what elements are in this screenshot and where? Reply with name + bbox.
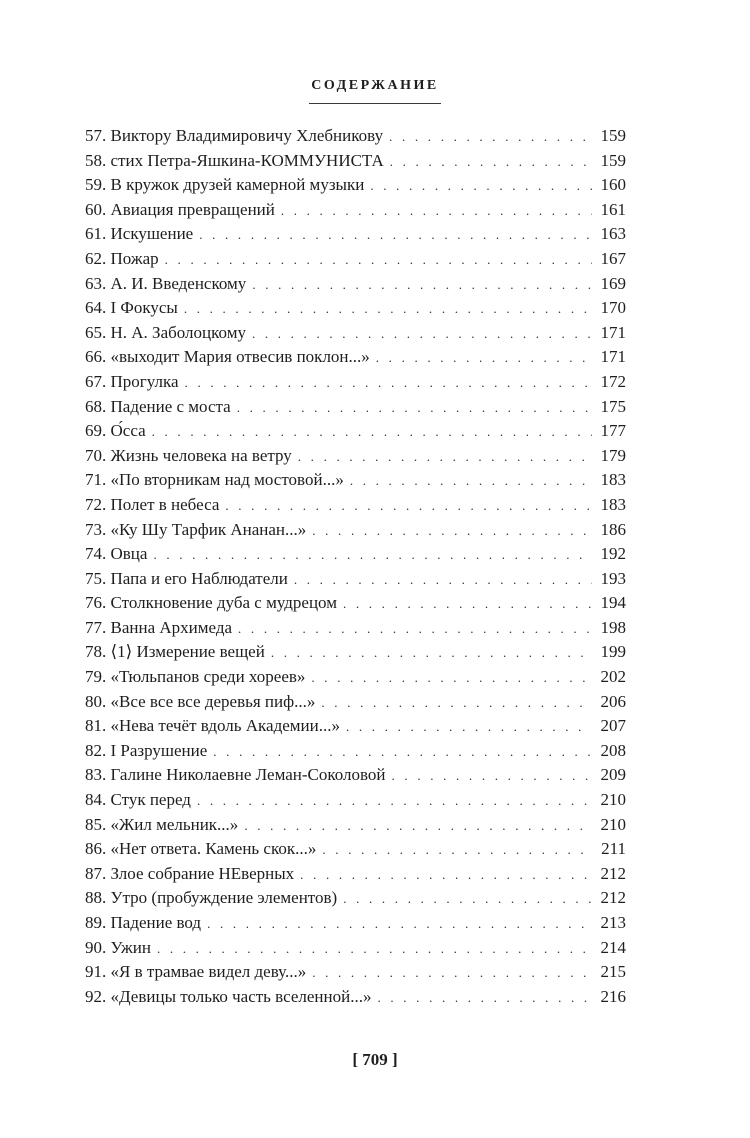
toc-entry-page: 215 bbox=[600, 962, 626, 982]
toc-entry bbox=[85, 222, 626, 247]
toc-entry bbox=[85, 198, 626, 223]
toc-entry-title: 72. Полет в небеса bbox=[85, 494, 220, 514]
dot-leader bbox=[312, 961, 592, 986]
toc-entry-title: 79. «Тюльпанов среди хореев» bbox=[85, 667, 306, 687]
toc-entry-page: 194 bbox=[600, 593, 626, 613]
toc-entry-page: 186 bbox=[600, 519, 626, 539]
toc-entry-page: 179 bbox=[600, 445, 626, 465]
dot-leader bbox=[311, 666, 592, 691]
dot-leader bbox=[376, 346, 592, 371]
toc-entry bbox=[85, 665, 626, 690]
dot-leader bbox=[199, 223, 592, 248]
dot-leader bbox=[185, 371, 592, 396]
toc-entry bbox=[85, 149, 626, 174]
toc-entry-title: 64. I Фокусы bbox=[85, 298, 178, 318]
dot-leader bbox=[392, 764, 592, 789]
dot-leader bbox=[298, 445, 592, 470]
toc-entry bbox=[85, 247, 626, 272]
dot-leader bbox=[237, 396, 592, 421]
toc-entry-title: 74. Овца bbox=[85, 544, 148, 564]
toc-entry bbox=[85, 518, 626, 543]
toc-entry-title: 83. Галине Николаевне Леман-Соколовой bbox=[85, 765, 386, 785]
toc-entry-page: 192 bbox=[600, 544, 626, 564]
toc-entry-page: 216 bbox=[600, 986, 626, 1006]
toc-entry-page: 198 bbox=[600, 617, 626, 637]
toc-entry-title: 67. Прогулка bbox=[85, 371, 179, 391]
toc-entry bbox=[85, 763, 626, 788]
toc-entry-page: 160 bbox=[600, 175, 626, 195]
dot-leader bbox=[152, 420, 592, 445]
toc-entry-title: 82. I Разрушение bbox=[85, 740, 208, 760]
toc-entry bbox=[85, 395, 626, 420]
toc-entry bbox=[85, 911, 626, 936]
toc-entry bbox=[85, 124, 626, 149]
toc-entry-title: 70. Жизнь человека на ветру bbox=[85, 445, 292, 465]
toc-entry bbox=[85, 739, 626, 764]
page-title: СОДЕРЖАНИЕ bbox=[311, 78, 439, 93]
page-header bbox=[0, 76, 750, 104]
dot-leader bbox=[153, 543, 592, 568]
toc-entry-title: 65. Н. А. Заболоцкому bbox=[85, 322, 246, 342]
toc-entry-title: 86. «Нет ответа. Камень скок...» bbox=[85, 839, 317, 859]
toc-entry bbox=[85, 813, 626, 838]
toc-entry-title: 88. Утро (пробуждение элементов) bbox=[85, 888, 338, 908]
dot-leader bbox=[157, 937, 592, 962]
toc-entry-title: 71. «По вторникам над мостовой...» bbox=[85, 470, 344, 490]
dot-leader bbox=[300, 863, 592, 888]
toc-entry bbox=[85, 640, 626, 665]
toc-entry bbox=[85, 542, 626, 567]
toc-entry-title: 60. Авиация превращений bbox=[85, 199, 275, 219]
toc-entry-title: 63. А. И. Введенскому bbox=[85, 273, 247, 293]
toc-entry-page: 183 bbox=[600, 470, 626, 490]
toc-entry bbox=[85, 370, 626, 395]
toc-entry-page: 193 bbox=[600, 568, 626, 588]
toc-entry bbox=[85, 296, 626, 321]
toc-entry-page: 207 bbox=[600, 716, 626, 736]
toc-entry-page: 214 bbox=[600, 937, 626, 957]
toc-entry bbox=[85, 837, 626, 862]
toc-entry-title: 84. Стук перед bbox=[85, 790, 191, 810]
toc-entry-title: 59. В кружок друзей камерной музыки bbox=[85, 175, 365, 195]
dot-leader bbox=[389, 125, 592, 150]
toc-entry-page: 159 bbox=[600, 126, 626, 145]
toc-entry-page: 210 bbox=[600, 790, 626, 810]
toc-entry-page: 206 bbox=[600, 691, 626, 711]
toc-entry bbox=[85, 886, 626, 911]
dot-leader bbox=[244, 814, 592, 839]
toc-entry-title: 66. «выходит Мария отвесив поклон...» bbox=[85, 347, 370, 367]
toc-entry-title: 90. Ужин bbox=[85, 937, 151, 957]
toc-entry-page: 199 bbox=[600, 642, 626, 662]
toc-entry-page: 159 bbox=[600, 150, 626, 170]
toc-entry bbox=[85, 960, 626, 985]
dot-leader bbox=[346, 715, 592, 740]
toc-entry-title: 81. «Нева течёт вдоль Академии...» bbox=[85, 716, 340, 736]
toc-entry bbox=[85, 173, 626, 198]
toc-entry bbox=[85, 444, 626, 469]
dot-leader bbox=[165, 248, 592, 273]
toc-entry-title: 85. «Жил мельник...» bbox=[85, 814, 239, 834]
dot-leader bbox=[350, 469, 592, 494]
toc-entry-title: 75. Папа и его Наблюдатели bbox=[85, 568, 288, 588]
dot-leader bbox=[312, 519, 592, 544]
toc-entry bbox=[85, 591, 626, 616]
table-of-contents bbox=[85, 124, 626, 1009]
toc-entry-page: 208 bbox=[600, 740, 626, 760]
toc-entry-title: 76. Столкновение дуба с мудрецом bbox=[85, 593, 337, 613]
dot-leader bbox=[294, 568, 592, 593]
toc-entry-page: 212 bbox=[600, 888, 626, 908]
dot-leader bbox=[343, 592, 592, 617]
dot-leader bbox=[271, 641, 592, 666]
toc-entry bbox=[85, 936, 626, 961]
toc-entry-title: 87. Злое собрание НЕверных bbox=[85, 863, 295, 883]
toc-entry-title: 69. О́сса bbox=[85, 421, 146, 441]
dot-leader bbox=[238, 617, 592, 642]
toc-entry-page: 213 bbox=[600, 913, 626, 932]
toc-entry-title: 57. Виктору Владимировичу Хлебникову bbox=[85, 126, 384, 145]
toc-entry-page: 177 bbox=[600, 421, 626, 441]
toc-entry-page: 183 bbox=[600, 494, 626, 514]
toc-entry bbox=[85, 272, 626, 297]
dot-leader bbox=[197, 789, 592, 814]
dot-leader bbox=[207, 912, 592, 937]
page-number: [ 709 ] bbox=[352, 1050, 398, 1069]
toc-entry bbox=[85, 862, 626, 887]
toc-entry-page: 170 bbox=[600, 298, 626, 318]
toc-entry-page: 210 bbox=[600, 814, 626, 834]
toc-entry-page: 171 bbox=[600, 322, 626, 342]
toc-entry-title: 68. Падение с моста bbox=[85, 396, 231, 416]
toc-entry bbox=[85, 690, 626, 715]
toc-entry-title: 89. Падение вод bbox=[85, 913, 202, 932]
toc-entry bbox=[85, 985, 626, 1010]
toc-entry bbox=[85, 468, 626, 493]
toc-entry-title: 80. «Все все все деревья пиф...» bbox=[85, 691, 316, 711]
toc-entry-page: 211 bbox=[601, 839, 626, 859]
toc-entry-title: 92. «Девицы только часть вселенной...» bbox=[85, 986, 372, 1006]
toc-entry bbox=[85, 788, 626, 813]
toc-entry-page: 167 bbox=[600, 248, 626, 268]
dot-leader bbox=[343, 887, 592, 912]
toc-entry bbox=[85, 714, 626, 739]
toc-entry bbox=[85, 321, 626, 346]
toc-entry-title: 73. «Ку Шу Тарфик Ананан...» bbox=[85, 519, 307, 539]
dot-leader bbox=[390, 150, 592, 175]
dot-leader bbox=[184, 297, 592, 322]
dot-leader bbox=[252, 322, 592, 347]
dot-leader bbox=[321, 691, 592, 716]
toc-entry-title: 61. Искушение bbox=[85, 224, 194, 244]
toc-entry-page: 163 bbox=[600, 224, 626, 244]
toc-entry-page: 169 bbox=[600, 273, 626, 293]
toc-entry-page: 209 bbox=[600, 765, 626, 785]
dot-leader bbox=[252, 273, 592, 298]
toc-entry-title: 78. ⟨1⟩ Измерение вещей bbox=[85, 642, 265, 662]
toc-entry bbox=[85, 567, 626, 592]
toc-entry-page: 172 bbox=[600, 371, 626, 391]
toc-entry-page: 161 bbox=[600, 199, 626, 219]
toc-entry-title: 62. Пожар bbox=[85, 248, 159, 268]
dot-leader bbox=[370, 174, 592, 199]
toc-entry bbox=[85, 345, 626, 370]
dot-leader bbox=[213, 740, 592, 765]
toc-entry-page: 171 bbox=[600, 347, 626, 367]
toc-entry bbox=[85, 419, 626, 444]
title-underline bbox=[309, 103, 441, 104]
toc-entry-page: 175 bbox=[600, 396, 626, 416]
dot-leader bbox=[281, 199, 592, 224]
toc-entry-title: 77. Ванна Архимеда bbox=[85, 617, 233, 637]
toc-entry-title: 58. стих Петра-Яшкина-КОММУНИСТА bbox=[85, 150, 384, 170]
dot-leader bbox=[322, 838, 592, 863]
toc-entry bbox=[85, 493, 626, 518]
dot-leader bbox=[377, 986, 592, 1011]
toc-entry-title: 91. «Я в трамвае видел деву...» bbox=[85, 962, 307, 982]
toc-entry-page: 202 bbox=[600, 667, 626, 687]
toc-entry bbox=[85, 616, 626, 641]
toc-entry-page: 212 bbox=[600, 863, 626, 883]
dot-leader bbox=[225, 494, 592, 519]
